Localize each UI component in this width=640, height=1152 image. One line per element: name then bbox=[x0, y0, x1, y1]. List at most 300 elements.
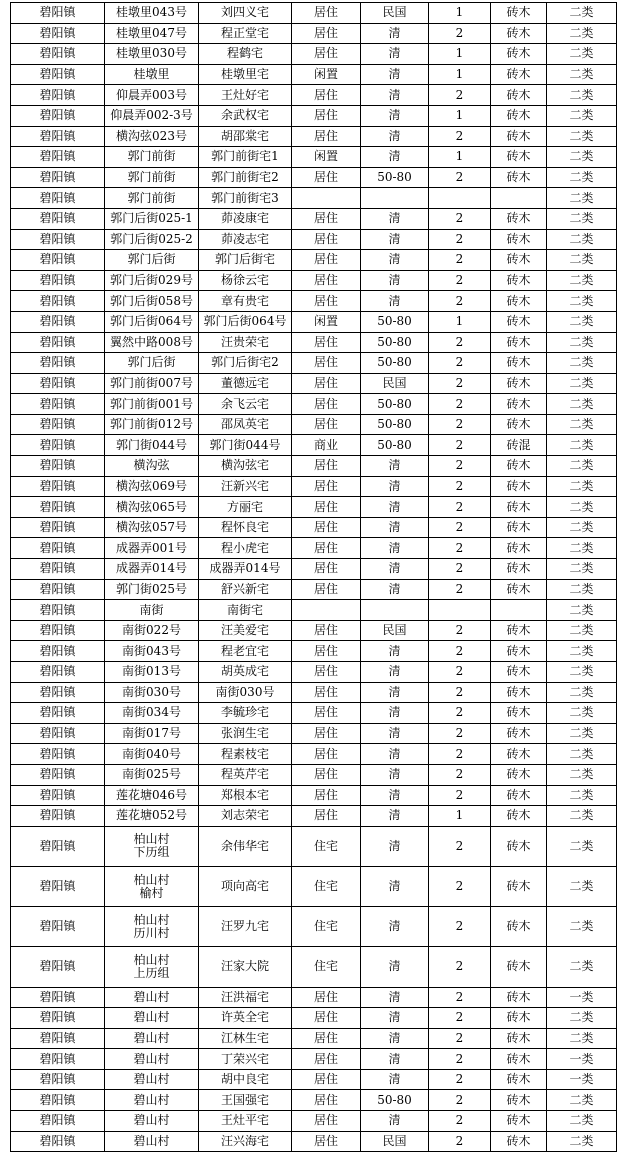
usage-cell: 居住 bbox=[292, 126, 361, 147]
category-cell: 二类 bbox=[547, 332, 617, 353]
floors-cell: 2 bbox=[429, 907, 491, 947]
building-name-cell: 成器弄014号 bbox=[199, 559, 292, 580]
table-row bbox=[11, 270, 617, 291]
table-row bbox=[11, 188, 617, 209]
usage-cell: 居住 bbox=[292, 497, 361, 518]
usage-cell: 居住 bbox=[292, 723, 361, 744]
building-name-cell: 余飞云宅 bbox=[199, 394, 292, 415]
floors-cell: 2 bbox=[429, 866, 491, 906]
town-cell: 碧阳镇 bbox=[11, 559, 105, 580]
usage-cell: 闲置 bbox=[292, 311, 361, 332]
table-row bbox=[11, 600, 617, 621]
building-name-cell: 江林生宅 bbox=[199, 1028, 292, 1049]
town-cell: 碧阳镇 bbox=[11, 866, 105, 906]
floors-cell: 2 bbox=[429, 1111, 491, 1132]
usage-cell: 商业 bbox=[292, 435, 361, 456]
building-name-cell: 郭门前街宅1 bbox=[199, 147, 292, 168]
structure-cell: 砖木 bbox=[491, 291, 547, 312]
era-cell: 50-80 bbox=[361, 167, 429, 188]
address-cell: 柏山村 榆村 bbox=[105, 866, 199, 906]
town-cell: 碧阳镇 bbox=[11, 44, 105, 65]
era-cell: 清 bbox=[361, 785, 429, 806]
building-name-cell: 郭门后街宅 bbox=[199, 250, 292, 271]
era-cell: 清 bbox=[361, 476, 429, 497]
town-cell: 碧阳镇 bbox=[11, 414, 105, 435]
table-row bbox=[11, 703, 617, 724]
era-cell: 清 bbox=[361, 682, 429, 703]
structure-cell: 砖木 bbox=[491, 703, 547, 724]
town-cell: 碧阳镇 bbox=[11, 579, 105, 600]
address-cell: 莲花塘046号 bbox=[105, 785, 199, 806]
usage-cell: 居住 bbox=[292, 456, 361, 477]
address-cell: 碧山村 bbox=[105, 1049, 199, 1070]
usage-cell: 居住 bbox=[292, 353, 361, 374]
building-name-cell: 方丽宅 bbox=[199, 497, 292, 518]
era-cell: 清 bbox=[361, 517, 429, 538]
floors-cell: 2 bbox=[429, 1069, 491, 1090]
structure-cell: 砖木 bbox=[491, 947, 547, 987]
town-cell: 碧阳镇 bbox=[11, 744, 105, 765]
floors-cell: 2 bbox=[429, 764, 491, 785]
era-cell: 清 bbox=[361, 907, 429, 947]
table-row bbox=[11, 394, 617, 415]
building-name-cell: 王灶好宅 bbox=[199, 85, 292, 106]
floors-cell: 2 bbox=[429, 476, 491, 497]
table-row bbox=[11, 1090, 617, 1111]
usage-cell: 居住 bbox=[292, 785, 361, 806]
structure-cell: 砖木 bbox=[491, 1111, 547, 1132]
category-cell: 二类 bbox=[547, 947, 617, 987]
category-cell: 二类 bbox=[547, 291, 617, 312]
usage-cell: 居住 bbox=[292, 44, 361, 65]
building-name-cell: 郭门后街宅2 bbox=[199, 353, 292, 374]
floors-cell: 2 bbox=[429, 126, 491, 147]
structure-cell: 砖木 bbox=[491, 208, 547, 229]
building-name-cell: 茆凌康宅 bbox=[199, 208, 292, 229]
usage-cell: 居住 bbox=[292, 579, 361, 600]
table-row bbox=[11, 208, 617, 229]
floors-cell: 2 bbox=[429, 229, 491, 250]
era-cell: 清 bbox=[361, 806, 429, 827]
structure-cell: 砖木 bbox=[491, 806, 547, 827]
building-name-cell: 刘志荣宅 bbox=[199, 806, 292, 827]
table-row bbox=[11, 147, 617, 168]
structure-cell: 砖木 bbox=[491, 44, 547, 65]
floors-cell: 2 bbox=[429, 662, 491, 683]
building-name-cell: 胡中良宅 bbox=[199, 1069, 292, 1090]
floors-cell bbox=[429, 188, 491, 209]
structure-cell: 砖木 bbox=[491, 1028, 547, 1049]
building-name-cell: 横沟弦宅 bbox=[199, 456, 292, 477]
era-cell: 50-80 bbox=[361, 332, 429, 353]
address-cell: 郭门前街012号 bbox=[105, 414, 199, 435]
usage-cell bbox=[292, 188, 361, 209]
usage-cell: 居住 bbox=[292, 3, 361, 24]
address-cell: 碧山村 bbox=[105, 1090, 199, 1111]
category-cell: 二类 bbox=[547, 559, 617, 580]
floors-cell: 2 bbox=[429, 208, 491, 229]
structure-cell: 砖木 bbox=[491, 826, 547, 866]
category-cell: 二类 bbox=[547, 600, 617, 621]
category-cell: 二类 bbox=[547, 414, 617, 435]
town-cell: 碧阳镇 bbox=[11, 1111, 105, 1132]
floors-cell: 2 bbox=[429, 987, 491, 1008]
usage-cell: 居住 bbox=[292, 1028, 361, 1049]
era-cell: 清 bbox=[361, 744, 429, 765]
table-row bbox=[11, 85, 617, 106]
era-cell: 清 bbox=[361, 497, 429, 518]
era-cell: 清 bbox=[361, 947, 429, 987]
floors-cell: 2 bbox=[429, 167, 491, 188]
category-cell: 二类 bbox=[547, 517, 617, 538]
structure-cell: 砖木 bbox=[491, 23, 547, 44]
floors-cell: 2 bbox=[429, 414, 491, 435]
town-cell: 碧阳镇 bbox=[11, 126, 105, 147]
structure-cell: 砖木 bbox=[491, 744, 547, 765]
category-cell: 二类 bbox=[547, 866, 617, 906]
building-name-cell: 郑根本宅 bbox=[199, 785, 292, 806]
floors-cell: 2 bbox=[429, 538, 491, 559]
category-cell: 二类 bbox=[547, 826, 617, 866]
structure-cell: 砖木 bbox=[491, 662, 547, 683]
town-cell: 碧阳镇 bbox=[11, 435, 105, 456]
era-cell bbox=[361, 600, 429, 621]
structure-cell: 砖木 bbox=[491, 764, 547, 785]
town-cell: 碧阳镇 bbox=[11, 538, 105, 559]
building-name-cell: 张润生宅 bbox=[199, 723, 292, 744]
building-name-cell: 桂墩里宅 bbox=[199, 64, 292, 85]
category-cell: 二类 bbox=[547, 785, 617, 806]
building-name-cell: 汪贵荣宅 bbox=[199, 332, 292, 353]
era-cell: 民国 bbox=[361, 3, 429, 24]
table-row bbox=[11, 497, 617, 518]
building-name-cell: 余伟华宅 bbox=[199, 826, 292, 866]
category-cell: 二类 bbox=[547, 353, 617, 374]
table-row bbox=[11, 559, 617, 580]
structure-cell: 砖木 bbox=[491, 85, 547, 106]
address-cell: 南街043号 bbox=[105, 641, 199, 662]
address-cell: 南街017号 bbox=[105, 723, 199, 744]
era-cell: 50-80 bbox=[361, 311, 429, 332]
era-cell: 清 bbox=[361, 126, 429, 147]
building-name-cell: 程老宜宅 bbox=[199, 641, 292, 662]
category-cell: 二类 bbox=[547, 806, 617, 827]
table-row bbox=[11, 291, 617, 312]
table-row bbox=[11, 353, 617, 374]
structure-cell: 砖木 bbox=[491, 723, 547, 744]
usage-cell: 居住 bbox=[292, 414, 361, 435]
address-cell: 碧山村 bbox=[105, 1111, 199, 1132]
era-cell: 清 bbox=[361, 64, 429, 85]
category-cell: 二类 bbox=[547, 579, 617, 600]
table-row bbox=[11, 806, 617, 827]
category-cell: 二类 bbox=[547, 907, 617, 947]
structure-cell: 砖木 bbox=[491, 682, 547, 703]
era-cell: 清 bbox=[361, 723, 429, 744]
table-row bbox=[11, 1131, 617, 1152]
table-row bbox=[11, 579, 617, 600]
category-cell: 二类 bbox=[547, 764, 617, 785]
usage-cell: 闲置 bbox=[292, 64, 361, 85]
usage-cell: 住宅 bbox=[292, 907, 361, 947]
era-cell: 清 bbox=[361, 291, 429, 312]
era-cell: 清 bbox=[361, 866, 429, 906]
category-cell: 二类 bbox=[547, 85, 617, 106]
address-cell: 南街 bbox=[105, 600, 199, 621]
address-cell: 南街013号 bbox=[105, 662, 199, 683]
floors-cell: 2 bbox=[429, 517, 491, 538]
usage-cell bbox=[292, 600, 361, 621]
era-cell: 民国 bbox=[361, 373, 429, 394]
table-row bbox=[11, 105, 617, 126]
town-cell: 碧阳镇 bbox=[11, 947, 105, 987]
usage-cell: 居住 bbox=[292, 662, 361, 683]
structure-cell: 砖木 bbox=[491, 579, 547, 600]
address-cell: 成器弄001号 bbox=[105, 538, 199, 559]
town-cell: 碧阳镇 bbox=[11, 3, 105, 24]
era-cell: 清 bbox=[361, 44, 429, 65]
building-name-cell: 郭门前街宅3 bbox=[199, 188, 292, 209]
building-name-cell: 汪家大院 bbox=[199, 947, 292, 987]
structure-cell: 砖木 bbox=[491, 332, 547, 353]
category-cell: 二类 bbox=[547, 682, 617, 703]
category-cell: 二类 bbox=[547, 188, 617, 209]
table-row bbox=[11, 476, 617, 497]
usage-cell: 居住 bbox=[292, 23, 361, 44]
table-row bbox=[11, 517, 617, 538]
era-cell: 清 bbox=[361, 641, 429, 662]
building-name-cell: 项向高宅 bbox=[199, 866, 292, 906]
structure-cell: 砖木 bbox=[491, 641, 547, 662]
address-cell: 柏山村 上历组 bbox=[105, 947, 199, 987]
building-name-cell: 汪兴海宅 bbox=[199, 1131, 292, 1152]
structure-cell: 砖木 bbox=[491, 414, 547, 435]
town-cell: 碧阳镇 bbox=[11, 764, 105, 785]
building-name-cell: 程正堂宅 bbox=[199, 23, 292, 44]
usage-cell: 居住 bbox=[292, 229, 361, 250]
era-cell: 清 bbox=[361, 1028, 429, 1049]
town-cell: 碧阳镇 bbox=[11, 23, 105, 44]
building-name-cell: 胡英成宅 bbox=[199, 662, 292, 683]
table-row bbox=[11, 620, 617, 641]
structure-cell: 砖木 bbox=[491, 229, 547, 250]
usage-cell: 居住 bbox=[292, 373, 361, 394]
category-cell: 二类 bbox=[547, 456, 617, 477]
address-cell: 桂墩里030号 bbox=[105, 44, 199, 65]
table-row bbox=[11, 947, 617, 987]
address-cell: 横沟弦069号 bbox=[105, 476, 199, 497]
address-cell: 桂墩里 bbox=[105, 64, 199, 85]
category-cell: 二类 bbox=[547, 167, 617, 188]
floors-cell: 2 bbox=[429, 947, 491, 987]
floors-cell: 2 bbox=[429, 1131, 491, 1152]
structure-cell: 砖木 bbox=[491, 866, 547, 906]
building-name-cell: 余武权宅 bbox=[199, 105, 292, 126]
era-cell: 清 bbox=[361, 105, 429, 126]
table-row bbox=[11, 456, 617, 477]
table-row bbox=[11, 311, 617, 332]
building-name-cell: 程素枝宅 bbox=[199, 744, 292, 765]
structure-cell: 砖木 bbox=[491, 353, 547, 374]
address-cell: 翼然中路008号 bbox=[105, 332, 199, 353]
town-cell: 碧阳镇 bbox=[11, 785, 105, 806]
structure-cell: 砖木 bbox=[491, 250, 547, 271]
town-cell: 碧阳镇 bbox=[11, 907, 105, 947]
address-cell: 郭门后街058号 bbox=[105, 291, 199, 312]
town-cell: 碧阳镇 bbox=[11, 1131, 105, 1152]
town-cell: 碧阳镇 bbox=[11, 167, 105, 188]
usage-cell: 住宅 bbox=[292, 947, 361, 987]
structure-cell: 砖木 bbox=[491, 620, 547, 641]
town-cell: 碧阳镇 bbox=[11, 1049, 105, 1070]
structure-cell: 砖木 bbox=[491, 456, 547, 477]
table-row bbox=[11, 641, 617, 662]
town-cell: 碧阳镇 bbox=[11, 353, 105, 374]
floors-cell: 1 bbox=[429, 806, 491, 827]
structure-cell: 砖木 bbox=[491, 311, 547, 332]
town-cell: 碧阳镇 bbox=[11, 641, 105, 662]
building-name-cell: 王灶平宅 bbox=[199, 1111, 292, 1132]
address-cell: 郭门后街029号 bbox=[105, 270, 199, 291]
town-cell: 碧阳镇 bbox=[11, 291, 105, 312]
usage-cell: 居住 bbox=[292, 476, 361, 497]
address-cell: 成器弄014号 bbox=[105, 559, 199, 580]
floors-cell: 1 bbox=[429, 64, 491, 85]
floors-cell: 1 bbox=[429, 311, 491, 332]
floors-cell: 2 bbox=[429, 1008, 491, 1029]
structure-cell: 砖木 bbox=[491, 270, 547, 291]
floors-cell: 1 bbox=[429, 44, 491, 65]
category-cell: 二类 bbox=[547, 23, 617, 44]
address-cell: 仰晨弄002-3号 bbox=[105, 105, 199, 126]
address-cell: 碧山村 bbox=[105, 987, 199, 1008]
town-cell: 碧阳镇 bbox=[11, 620, 105, 641]
table-row bbox=[11, 229, 617, 250]
usage-cell: 居住 bbox=[292, 1008, 361, 1029]
town-cell: 碧阳镇 bbox=[11, 332, 105, 353]
town-cell: 碧阳镇 bbox=[11, 723, 105, 744]
era-cell: 清 bbox=[361, 538, 429, 559]
floors-cell: 2 bbox=[429, 744, 491, 765]
town-cell: 碧阳镇 bbox=[11, 662, 105, 683]
address-cell: 郭门街025号 bbox=[105, 579, 199, 600]
town-cell: 碧阳镇 bbox=[11, 373, 105, 394]
address-cell: 南街025号 bbox=[105, 764, 199, 785]
structure-cell: 砖木 bbox=[491, 1069, 547, 1090]
floors-cell: 2 bbox=[429, 435, 491, 456]
category-cell: 二类 bbox=[547, 1090, 617, 1111]
floors-cell: 2 bbox=[429, 270, 491, 291]
era-cell: 清 bbox=[361, 559, 429, 580]
era-cell: 清 bbox=[361, 579, 429, 600]
usage-cell: 居住 bbox=[292, 332, 361, 353]
floors-cell: 1 bbox=[429, 105, 491, 126]
category-cell: 二类 bbox=[547, 662, 617, 683]
building-name-cell: 杨徐云宅 bbox=[199, 270, 292, 291]
floors-cell: 2 bbox=[429, 1049, 491, 1070]
era-cell: 清 bbox=[361, 147, 429, 168]
building-name-cell: 郭门街044号 bbox=[199, 435, 292, 456]
building-name-cell: 汪洪福宅 bbox=[199, 987, 292, 1008]
usage-cell: 居住 bbox=[292, 764, 361, 785]
table-row bbox=[11, 1028, 617, 1049]
usage-cell: 居住 bbox=[292, 291, 361, 312]
table-row bbox=[11, 826, 617, 866]
usage-cell: 居住 bbox=[292, 167, 361, 188]
category-cell: 二类 bbox=[547, 723, 617, 744]
town-cell: 碧阳镇 bbox=[11, 987, 105, 1008]
town-cell: 碧阳镇 bbox=[11, 311, 105, 332]
address-cell: 南街030号 bbox=[105, 682, 199, 703]
address-cell: 郭门后街025-2 bbox=[105, 229, 199, 250]
usage-cell: 居住 bbox=[292, 85, 361, 106]
table-row bbox=[11, 538, 617, 559]
building-name-cell: 汪罗九宅 bbox=[199, 907, 292, 947]
structure-cell: 砖木 bbox=[491, 167, 547, 188]
heritage-building-table bbox=[10, 2, 617, 1152]
address-cell: 碧山村 bbox=[105, 1131, 199, 1152]
era-cell bbox=[361, 188, 429, 209]
usage-cell: 居住 bbox=[292, 1131, 361, 1152]
structure-cell: 砖木 bbox=[491, 147, 547, 168]
usage-cell: 闲置 bbox=[292, 147, 361, 168]
floors-cell: 2 bbox=[429, 353, 491, 374]
address-cell: 郭门后街064号 bbox=[105, 311, 199, 332]
era-cell: 50-80 bbox=[361, 394, 429, 415]
era-cell: 清 bbox=[361, 23, 429, 44]
building-name-cell: 李毓珍宅 bbox=[199, 703, 292, 724]
era-cell: 清 bbox=[361, 662, 429, 683]
era-cell: 清 bbox=[361, 764, 429, 785]
table-row bbox=[11, 3, 617, 24]
town-cell: 碧阳镇 bbox=[11, 1008, 105, 1029]
town-cell: 碧阳镇 bbox=[11, 682, 105, 703]
structure-cell: 砖木 bbox=[491, 1049, 547, 1070]
building-name-cell: 董德远宅 bbox=[199, 373, 292, 394]
category-cell: 二类 bbox=[547, 476, 617, 497]
category-cell: 二类 bbox=[547, 44, 617, 65]
floors-cell: 2 bbox=[429, 703, 491, 724]
floors-cell: 2 bbox=[429, 85, 491, 106]
town-cell: 碧阳镇 bbox=[11, 517, 105, 538]
category-cell: 二类 bbox=[547, 538, 617, 559]
town-cell: 碧阳镇 bbox=[11, 456, 105, 477]
address-cell: 碧山村 bbox=[105, 1028, 199, 1049]
town-cell: 碧阳镇 bbox=[11, 497, 105, 518]
town-cell: 碧阳镇 bbox=[11, 229, 105, 250]
floors-cell: 2 bbox=[429, 456, 491, 477]
category-cell: 二类 bbox=[547, 620, 617, 641]
table-row bbox=[11, 64, 617, 85]
structure-cell: 砖木 bbox=[491, 126, 547, 147]
town-cell: 碧阳镇 bbox=[11, 64, 105, 85]
structure-cell: 砖木 bbox=[491, 1131, 547, 1152]
table-row bbox=[11, 744, 617, 765]
usage-cell: 居住 bbox=[292, 538, 361, 559]
usage-cell: 居住 bbox=[292, 806, 361, 827]
floors-cell: 2 bbox=[429, 250, 491, 271]
era-cell: 清 bbox=[361, 703, 429, 724]
table-row bbox=[11, 662, 617, 683]
table-row bbox=[11, 1008, 617, 1029]
town-cell: 碧阳镇 bbox=[11, 1069, 105, 1090]
table-row bbox=[11, 785, 617, 806]
era-cell: 清 bbox=[361, 456, 429, 477]
town-cell: 碧阳镇 bbox=[11, 600, 105, 621]
building-name-cell: 丁荣兴宅 bbox=[199, 1049, 292, 1070]
floors-cell: 2 bbox=[429, 497, 491, 518]
era-cell: 清 bbox=[361, 1049, 429, 1070]
